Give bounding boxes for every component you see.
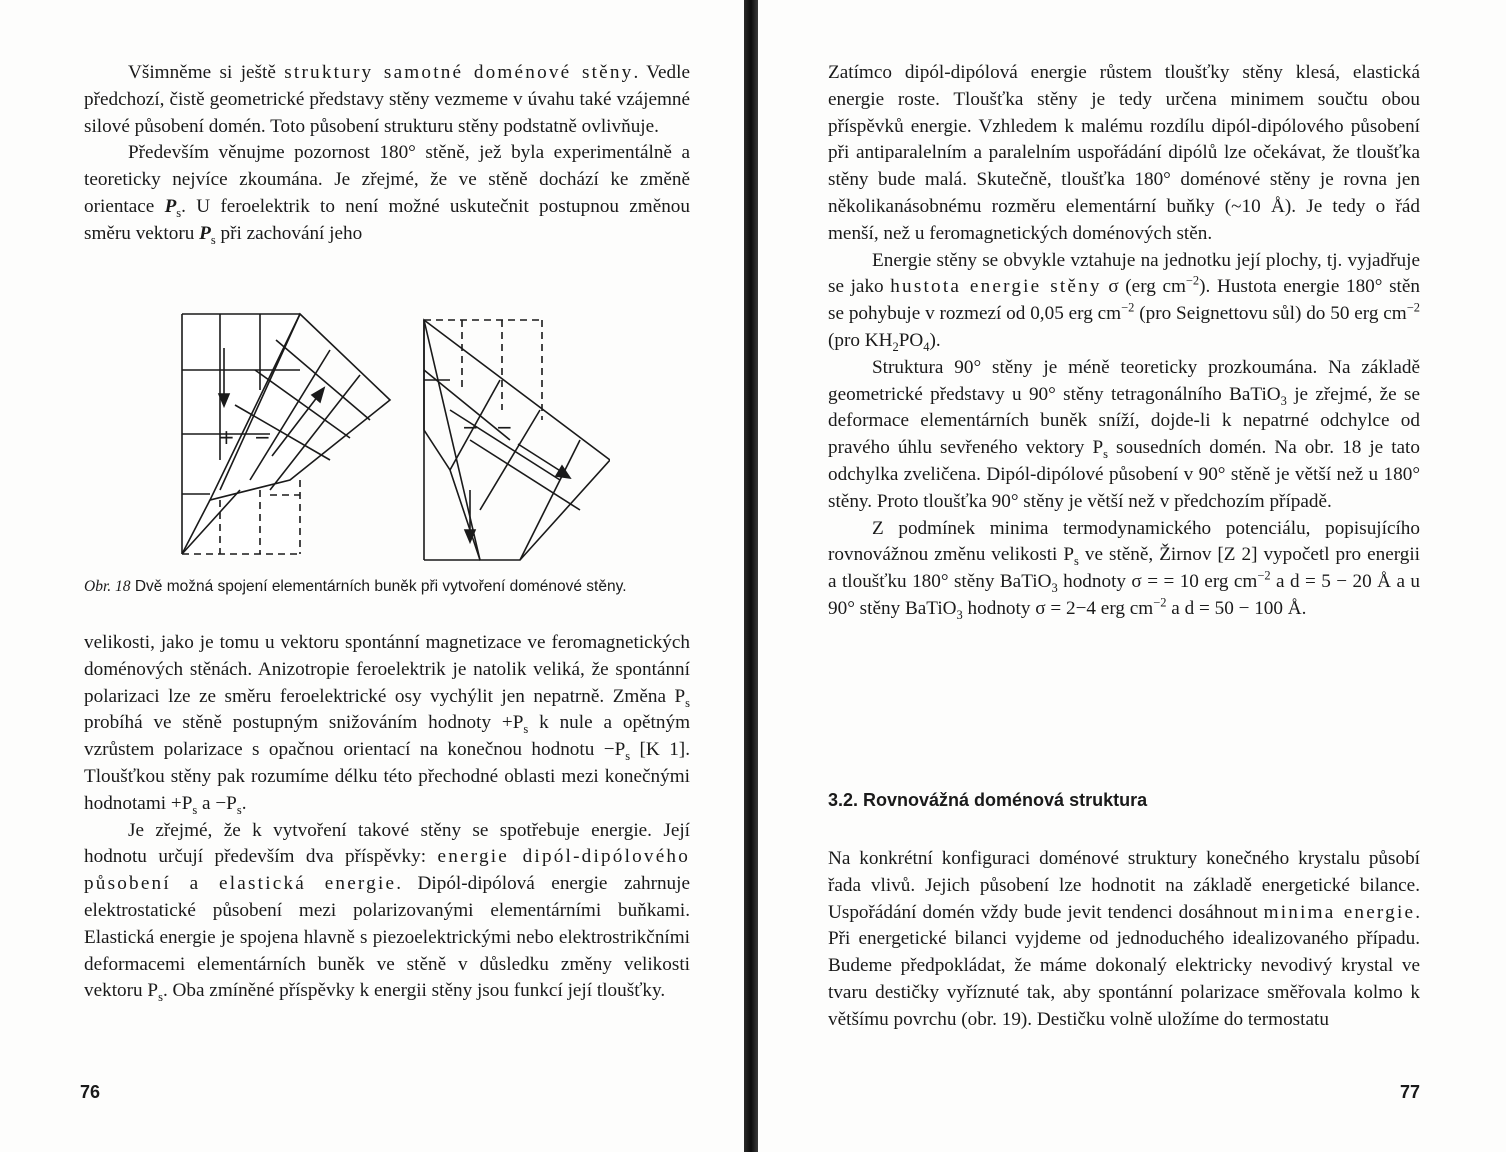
- right-text-bottom: [828, 846, 1420, 1034]
- page-number: 76: [80, 1082, 101, 1102]
- paragraph: Všimněme si ještě struktury samotné doménové stěny. Vedle předchozí, čistě geometrické představy stěny vezmeme v úvahu také vzájemné silové působení domén. Toto působení strukturu stěny podstatně ovlivňuje.: [84, 62, 690, 137]
- paragraph: Je zřejmé, že k vytvoření takové stěny se spotřebuje energie. Její hodnotu určují především dva příspěvky: energie dipól-dipólového působení a elastická energie. Dipól-dipólová energie zahrnuje elektrostatické působení mezi polarizovanými elementárními buňkami. Elastická energie je spojena hlavně s piezoelektrickými nebo elektrostrikčními deformacemi elementárních buněk ve stěně v důsledku změny velikosti vektoru $P_s$. Oba zmíněné příspěvky k energii stěny jsou funkcí její tloušťky.: [84, 819, 690, 1005]
- paragraph: Na konkrétní konfiguraci doménové struktury konečného krystalu působí řada vlivů. Jejich působení lze hodnotit na základě energetické bilance. Uspořádání domén vždy bude jevit tendenci dosáhnout minima energie. Při energetické bilanci vyjdeme od jednoduchého idealizovaného případu. Budeme předpokládat, že máme dokonalý elektricky nevodivý krystal ve tvaru destičky vyříznuté tak, aby spontánní polarizace směřovala kolmo k většímu povrchu (obr. 19). Destičku volně uložíme do termostatu: [828, 848, 1421, 1030]
- right-text-top: [828, 60, 1420, 623]
- section-heading: 3.2. Rovnovážná doménová struktura: [828, 790, 1148, 810]
- minus-sign: −: [496, 415, 513, 439]
- left-text-top: [84, 60, 690, 248]
- left-text-bottom: [84, 630, 690, 1005]
- paragraph: Struktura 90° stěny je méně teoreticky prozkoumána. Na základě geometrické představy u 90° stěny tetragonálního BaTiO$_3$ je zřejmé, že se deformace elementárních buněk sníží, dojde-li k nepatrné odchylce od pravého úhlu sevřeného vektory $P_s$ sousedních domén. Na obr. 18 je tato odchylka zveličena. Dipól-dipólové působení v 90° stěně je větší než u 180° stěny. Proto tloušťka 90° stěny je větší než v předchozím případě.: [828, 356, 1420, 512]
- paragraph: velikosti, jako je tomu u vektoru spontánní magnetizace ve feromagnetických doménových stěnách. Anizotropie feroelektrik je natolik veliká, že spontánní polarizaci lze ze směru feroelektrické osy vychýlit jen nepatrně. Změna $P_s$ probíhá ve stěně postupným snižováním hodnoty $+P_s$ k nule a opětným vzrůstem polarizace s opačnou orientací na konečnou hodnotu $-P_s$ [K 1]. Tloušťkou stěny pak rozumíme délku této přechodné oblasti mezi konečnými hodnotami $+P_s$ $a -P_s$.: [84, 632, 690, 817]
- left-page: [0, 0, 745, 1152]
- paragraph: Z podmínek minima termodynamického potenciálu, popisujícího rovnovážnou změnu velikosti $P_s$ ve stěně, Žirnov [Z 2] vypočetl pro energii a tloušťku 180° stěny BaTiO$_3$ hodnoty σ = = 10 erg $cm^{-2}$ a d = 5 − 20 Å a u 90° stěny BaTiO$_3$ hodnoty σ = 2−4 erg $cm^{-2}$ a d = 50 − 100 Å.: [828, 517, 1421, 622]
- minus-sign: −: [462, 415, 479, 439]
- paragraph: Energie stěny se obvykle vztahuje na jednotku její plochy, tj. vyjadřuje se jako hustota energie stěny σ (erg $cm^{-2}$). Hustota energie 180° stěn se pohybuje v rozmezí od 0,05 erg $cm^{-2}$ (pro Seignettovu sůl) do 50 erg $cm^{-2}$ (pro $KH_2PO_4$).: [828, 249, 1420, 354]
- minus-sign: −: [254, 425, 271, 449]
- diagram-right: [424, 320, 610, 560]
- figure-domain-wall-diagram: [180, 310, 610, 566]
- diagram-left: [182, 314, 390, 554]
- figure-caption: Obr. 18 Dvě možná spojení elementárních buněk při vytvoření doménové stěny.: [84, 578, 627, 595]
- paragraph: Především věnujme pozornost 180° stěně, jež byla experimentálně a teoreticky nejvíce zkoumána. Je zřejmé, že ve stěně dochází ke změně orientace $P_s$. U feroelektrik to není možné uskutečnit postupnou změnou směru vektoru $P_s$ při zachování jeho: [84, 142, 690, 247]
- paragraph: Zatímco dipól-dipólová energie růstem tloušťky stěny klesá, elastická energie roste. Tloušťka stěny je tedy určena minimem součtu obou příspěvků energie. Vzhledem k malému rozdílu dipól-dipólového působení při antiparalelním a paralelním uspořádání dipólů lze očekávat, že tloušťka stěny bude malá. Skutečně, tloušťka 180° doménové stěny je rovna jen několikanásobnému rozměru elementární buňky (~10 Å). Je tedy o řád menší, než u feromagnetických doménových stěn.: [828, 62, 1420, 244]
- page-number: 77: [1400, 1082, 1421, 1102]
- book-gutter: [744, 0, 758, 1152]
- right-page: [760, 0, 1506, 1152]
- plus-sign: +: [218, 425, 235, 449]
